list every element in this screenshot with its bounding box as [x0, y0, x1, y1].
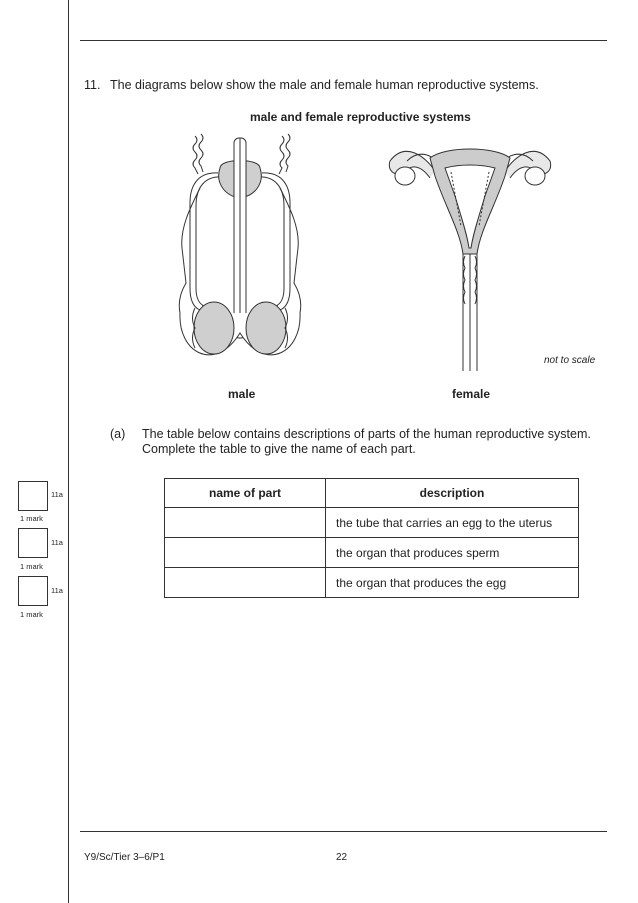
mark-label: 1 mark	[20, 610, 43, 619]
mark-box[interactable]	[18, 576, 48, 606]
margin-line	[68, 0, 69, 903]
parts-table	[164, 478, 579, 598]
answer-cell[interactable]	[165, 568, 326, 598]
diagram-title: male and female reproductive systems	[250, 110, 471, 124]
header-description: description	[326, 479, 579, 508]
footer-code: Y9/Sc/Tier 3–6/P1	[84, 852, 165, 863]
footer-rule	[80, 831, 607, 832]
male-reproductive-diagram	[170, 128, 310, 373]
description-cell: the tube that carries an egg to the uterus	[326, 508, 579, 538]
table-row	[165, 538, 579, 568]
answer-cell[interactable]	[165, 508, 326, 538]
header-name-of-part: name of part	[165, 479, 326, 508]
mark-label: 1 mark	[20, 514, 43, 523]
female-reproductive-diagram	[385, 136, 555, 371]
mark-box[interactable]	[18, 528, 48, 558]
scale-note: not to scale	[544, 355, 596, 366]
mark-label: 1 mark	[20, 562, 43, 571]
question-text: The diagrams below show the male and female human reproductive systems.	[110, 78, 539, 92]
mark-box[interactable]	[18, 481, 48, 511]
table-header-row	[165, 479, 579, 508]
table-row	[165, 568, 579, 598]
header-rule	[80, 40, 607, 41]
mark-code: 11a	[51, 538, 63, 547]
description-cell: the organ that produces the egg	[326, 568, 579, 598]
male-label: male	[228, 387, 256, 401]
mark-code: 11a	[51, 490, 63, 499]
part-a-label: (a)	[110, 427, 126, 441]
part-a-line-2: Complete the table to give the name of each part.	[142, 442, 416, 456]
table-row	[165, 508, 579, 538]
answer-cell[interactable]	[165, 538, 326, 568]
question-number: 11.	[84, 78, 101, 92]
female-label: female	[452, 387, 491, 401]
mark-code: 11a	[51, 586, 63, 595]
part-a-instructions	[142, 427, 612, 457]
part-a-line-1: The table below contains descriptions of parts of the human reproductive system.	[142, 427, 591, 441]
description-cell: the organ that produces sperm	[326, 538, 579, 568]
page-number: 22	[336, 852, 348, 863]
